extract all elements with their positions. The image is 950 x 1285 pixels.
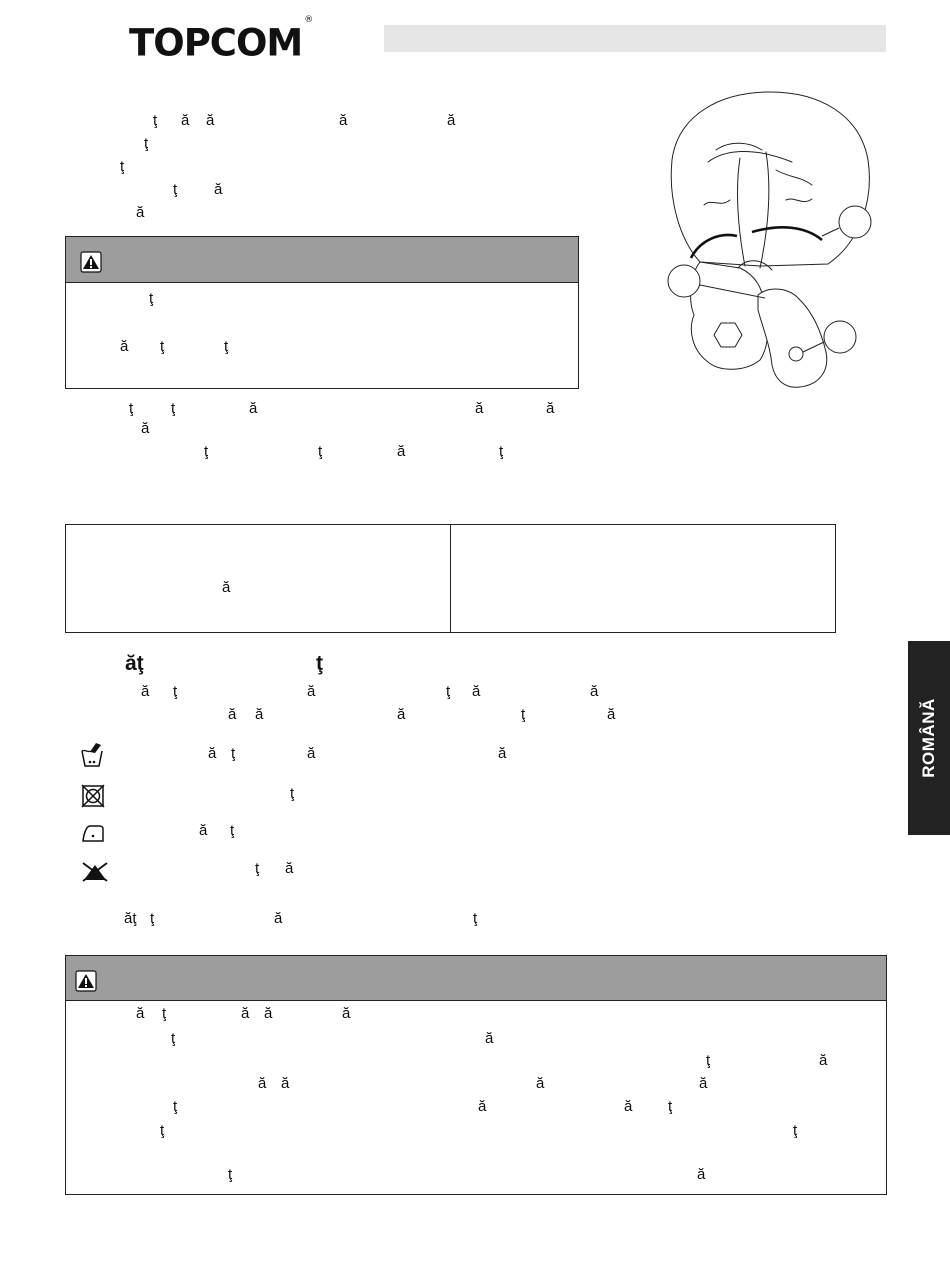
text-fragment: ă xyxy=(475,400,484,417)
text-fragment: ă xyxy=(397,443,406,460)
language-tab xyxy=(908,641,950,835)
table-cell-text: ă xyxy=(222,579,231,596)
text-fragment: ă xyxy=(342,1005,351,1022)
text-fragment: ă xyxy=(607,706,616,723)
text-fragment: ţ xyxy=(162,1005,167,1022)
text-fragment: ţ xyxy=(499,443,504,460)
text-fragment: ă xyxy=(228,706,237,723)
text-fragment: ţ xyxy=(171,1030,176,1047)
text-fragment: ă xyxy=(285,860,294,877)
text-fragment: ă xyxy=(141,683,150,700)
text-fragment: ţ xyxy=(173,683,178,700)
text-fragment: ţ xyxy=(160,338,165,355)
brand-logo xyxy=(129,15,314,65)
text-fragment: ţ xyxy=(150,910,155,927)
text-fragment: ă xyxy=(307,683,316,700)
text-fragment: ă xyxy=(214,181,223,198)
text-fragment: ă xyxy=(274,910,283,927)
text-fragment: ţ xyxy=(204,443,209,460)
text-fragment: ţ xyxy=(230,822,235,839)
section-heading: ăţ xyxy=(125,652,144,675)
text-fragment: ţ xyxy=(231,745,236,762)
text-fragment: ă xyxy=(699,1075,708,1092)
text-fragment: ţ xyxy=(706,1052,711,1069)
section-heading: ţ xyxy=(316,652,323,675)
text-fragment: ţ xyxy=(129,400,134,417)
text-fragment: ţ xyxy=(144,135,149,152)
text-fragment: ă xyxy=(264,1005,273,1022)
text-fragment: ţ xyxy=(173,181,178,198)
hand-wash-icon xyxy=(79,740,105,768)
text-fragment: ă xyxy=(478,1098,487,1115)
text-fragment: ă xyxy=(485,1030,494,1047)
table-divider xyxy=(450,525,451,632)
text-fragment: ţ xyxy=(521,706,526,723)
warning-header xyxy=(66,237,578,283)
text-fragment: ţ xyxy=(120,158,125,175)
warning-icon xyxy=(75,970,97,992)
text-fragment: ă xyxy=(472,683,481,700)
iron-icon xyxy=(81,822,105,844)
text-fragment: ă xyxy=(624,1098,633,1115)
text-fragment: ă xyxy=(590,683,599,700)
warning-icon xyxy=(80,251,102,273)
text-fragment: ţ xyxy=(160,1122,165,1139)
text-fragment: ţ xyxy=(318,443,323,460)
no-bleach-icon xyxy=(79,860,111,884)
text-fragment: ă xyxy=(120,338,129,355)
text-fragment: ţ xyxy=(793,1122,798,1139)
text-fragment: ă xyxy=(447,112,456,129)
language-tab-label: ROMÂNĂ xyxy=(919,698,938,778)
text-fragment: ţ xyxy=(290,785,295,802)
text-fragment: ă xyxy=(339,112,348,129)
text-fragment: ţ xyxy=(153,112,158,129)
text-fragment: ţ xyxy=(149,290,154,307)
text-fragment: ă xyxy=(819,1052,828,1069)
text-fragment: ţ xyxy=(473,910,478,927)
text-fragment: ă xyxy=(181,112,190,129)
text-fragment: ţ xyxy=(173,1098,178,1115)
text-fragment: ă xyxy=(258,1075,267,1092)
product-illustration xyxy=(660,85,880,395)
text-fragment: ă xyxy=(697,1166,706,1183)
logo-text: TOPCOM xyxy=(129,21,303,65)
callout-circle xyxy=(668,265,700,297)
warning-header xyxy=(66,956,886,1001)
text-fragment: ă xyxy=(281,1075,290,1092)
text-fragment: ţ xyxy=(228,1166,233,1183)
text-fragment: ţ xyxy=(446,683,451,700)
text-fragment: ă xyxy=(136,204,145,221)
text-fragment: ă xyxy=(141,420,150,437)
no-tumble-dry-icon xyxy=(81,784,105,808)
text-fragment: ă xyxy=(249,400,258,417)
info-table xyxy=(65,524,836,633)
registered-mark: ® xyxy=(304,15,314,25)
text-fragment: ţ xyxy=(171,400,176,417)
warning-box xyxy=(65,236,579,389)
text-fragment: ă xyxy=(206,112,215,129)
header-bar xyxy=(384,25,886,52)
text-fragment: ă xyxy=(498,745,507,762)
callout-circle xyxy=(824,321,856,353)
text-fragment: ă xyxy=(255,706,264,723)
text-fragment: ăţ xyxy=(124,910,137,927)
text-fragment: ă xyxy=(199,822,208,839)
text-fragment: ţ xyxy=(668,1098,673,1115)
text-fragment: ă xyxy=(241,1005,250,1022)
text-fragment: ă xyxy=(208,745,217,762)
text-fragment: ă xyxy=(307,745,316,762)
text-fragment: ă xyxy=(536,1075,545,1092)
text-fragment: ţ xyxy=(224,338,229,355)
callout-circle xyxy=(839,206,871,238)
warning-box xyxy=(65,955,887,1195)
text-fragment: ă xyxy=(546,400,555,417)
text-fragment: ă xyxy=(136,1005,145,1022)
text-fragment: ţ xyxy=(255,860,260,877)
text-fragment: ă xyxy=(397,706,406,723)
